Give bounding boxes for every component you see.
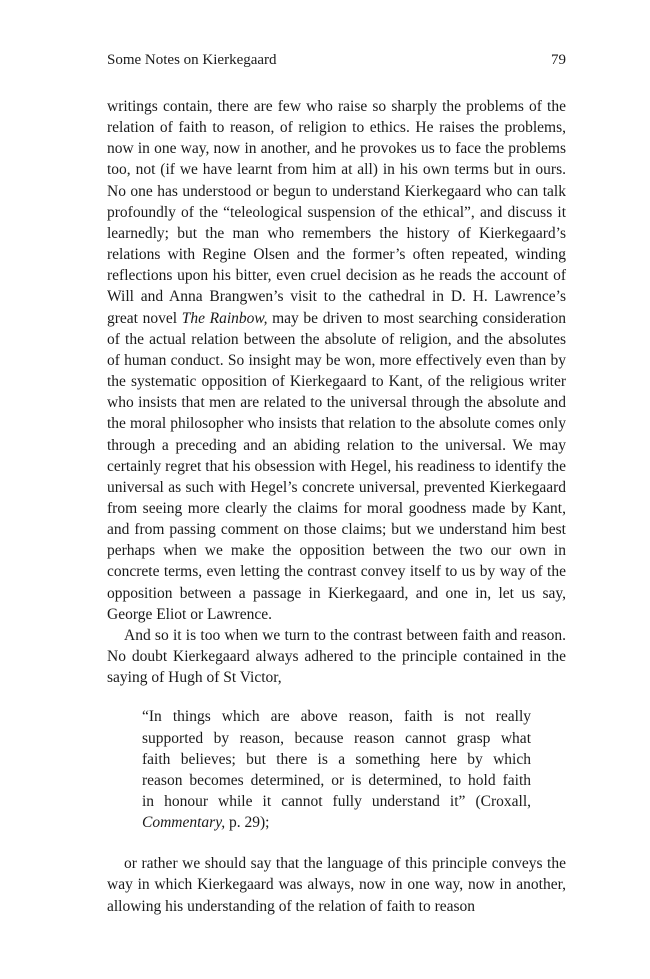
quote-line: “In things which are above reason, faith is not really [142, 708, 531, 726]
paragraph-1 [107, 96, 566, 625]
quote-line: supported by reason, because reason cannot grasp what [142, 729, 531, 747]
body-text [107, 96, 566, 917]
paragraph-1-text-a: writings contain, there are few who raise so sharply the problems of the relation of faith to reason, of religion to ethics. He raises the problems, now in one way, now in another, and he provokes us to face the problems too, not (if we have learnt from him at all) in his own terms but in ours. No one has understood or begun to understand Kierkegaard who can talk profoundly of the “teleological suspension of the ethical”, and discuss it learnedly; but the man who remembers the history of Kierkegaard’s relations with Regine Olsen and the former’s often repeated, winding reflections upon his bitter, even cruel decision as he reads the account of Will and Anna Brangwen’s visit to the cathedral in D. H. Lawrence’s great novel [107, 98, 566, 327]
page-number: 79 [551, 52, 566, 68]
paragraph-3: or rather we should say that the language of this principle conveys the way in which Kierkegaard was always, now in one way, now in another, allowing his understanding of the relation of faith to reason [107, 855, 566, 915]
citation-title: Commentary, [142, 814, 226, 832]
running-title: Some Notes on Kierkegaard [107, 52, 277, 68]
quote-text [142, 706, 531, 833]
quote-citation-line [142, 812, 531, 833]
quote-line: reason becomes determined, or is determined, to hold faith [142, 771, 531, 789]
quote-line: in honour while it cannot fully understand it” (Croxall, [142, 793, 531, 810]
quote-line: faith believes; but there is a something here by which [142, 750, 531, 768]
block-quote [142, 706, 531, 833]
paragraph-1-text-b: may be driven to most searching consideration of the actual relation between the absolute of religion, and the absolutes of human conduct. So insight may be won, more effectively even than by the systematic opposition of Kierkegaard to Kant, of the religious writer who insists that men are related to the universal through the absolute and the moral philosopher who insists that relation to the absolute comes only through a preceding and an abiding relation to the universal. We may certainly regret that his obsession with Hegel, his readiness to identify the universal as such with Hegel’s concrete universal, prevented Kierkegaard from seeing more clearly the claims for moral goodness made by Kant, and from passing comment on those claims; but we understand him best perhaps when we make the opposition between the two our own in concrete terms, even letting the contrast convey itself to us by way of the opposition between a passage in Kierkegaard, and one in, let us say, George Eliot or Lawrence. [107, 309, 566, 623]
running-header [107, 50, 566, 70]
book-title-the-rainbow: The Rainbow, [181, 309, 268, 327]
paragraph-2: And so it is too when we turn to the contrast between faith and reason. No doubt Kierkegaard always adhered to the principle contained in the saying of Hugh of St Victor, [107, 626, 566, 687]
citation-page: p. 29); [225, 814, 270, 832]
